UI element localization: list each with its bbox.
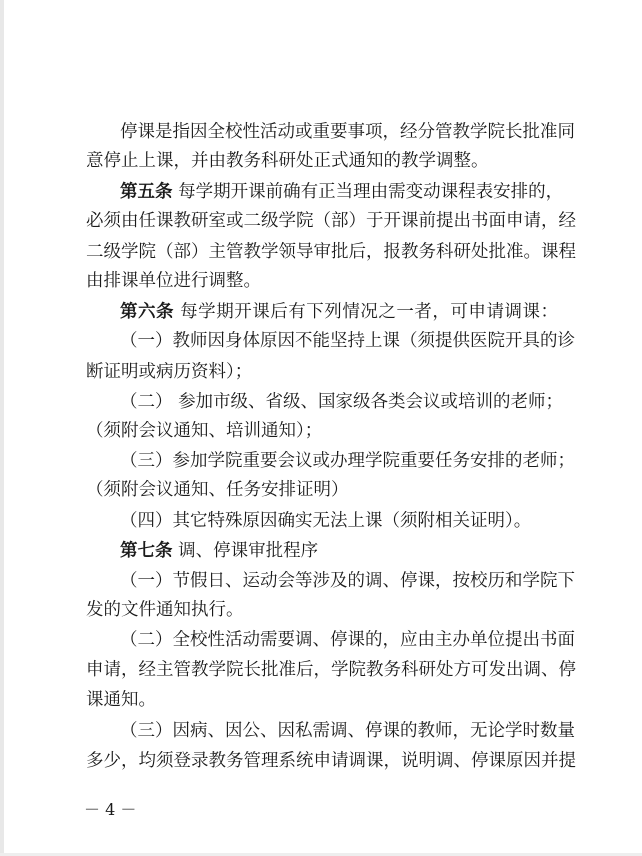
- text-line: （一）教师因身体原因不能坚持上课（须提供医院开具的诊: [120, 331, 575, 351]
- article-heading: 第五条: [120, 182, 173, 202]
- page-number: － 4 －: [84, 800, 137, 819]
- text-line: （三）参加学院重要会议或办理学院重要任务安排的老师；: [120, 451, 575, 471]
- text-line: 必须由任课教研室或二级学院（部）于开课前提出书面申请，经: [86, 211, 576, 231]
- text-line: 意停止上课，并由教务科研处正式通知的教学调整。: [86, 151, 489, 171]
- text-line: 申请，经主管教学院长批准后，学院教务科研处方可发出调、停: [86, 660, 576, 680]
- article-6-line: 第六条 每学期开课后有下列情况之一者，可申请调课：: [120, 302, 559, 322]
- text-line: （四）其它特殊原因确实无法上课（须附相关证明）。: [120, 511, 532, 531]
- article-7-line: 第七条 调、停课审批程序: [120, 541, 319, 561]
- text-line: （三）因病、因公、因私需调、停课的教师，无论学时数量: [120, 721, 575, 741]
- article-heading: 第七条: [120, 541, 173, 561]
- text-line: （须附会议通知、任务安排证明）: [86, 480, 349, 500]
- text-line: 由排课单位进行调整。: [86, 271, 261, 291]
- article-heading: 第六条: [120, 302, 175, 322]
- text-line: 多少，均须登录教务管理系统申请调课，说明调、停课原因并提: [86, 751, 576, 771]
- article-5-line: 第五条 每学期开课前确有正当理由需变动课程表安排的，: [120, 182, 564, 202]
- text-line: 停课是指因全校性活动或重要事项，经分管教学院长批准同: [120, 122, 575, 142]
- text-line: 发的文件通知执行。: [86, 600, 244, 620]
- text-line: （一）节假日、运动会等涉及的调、停课，按校历和学院下: [120, 571, 575, 591]
- page-left-edge: [0, 0, 4, 856]
- text-line: （须附会议通知、培训通知）；: [86, 421, 323, 441]
- text-line: 二级学院（部）主管教学领导审批后，报教务科研处批准。课程: [86, 242, 576, 262]
- text-line: （二）全校性活动需要调、停课的，应由主办单位提出书面: [120, 630, 575, 650]
- text-line: 课通知。: [86, 690, 156, 710]
- text-line: 断证明或病历资料）；: [86, 362, 253, 382]
- text-line: （二） 参加市级、省级、国家级各类会议或培训的老师；: [120, 392, 564, 412]
